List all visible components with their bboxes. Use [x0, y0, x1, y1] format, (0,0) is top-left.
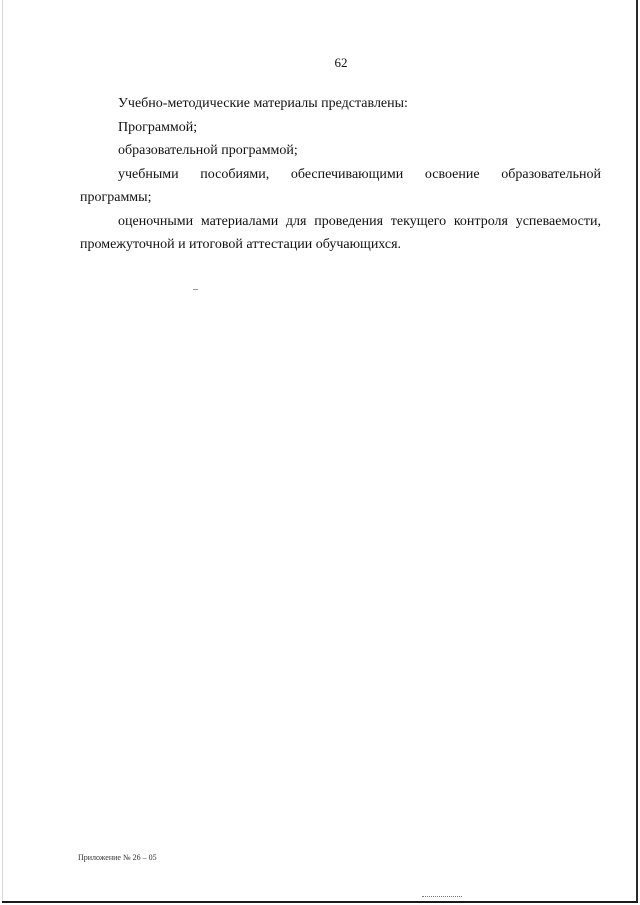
scan-edge-right — [636, 0, 638, 903]
paragraph-textbooks-line1: учебными пособиями, обеспечивающими освоение образовательной — [118, 166, 601, 182]
paragraph-textbooks-line2: программы; — [80, 190, 152, 205]
scan-speck — [193, 289, 198, 290]
body-text — [80, 92, 601, 257]
scan-bottom-marks — [422, 896, 462, 901]
paragraph-program: Программой; — [118, 119, 198, 135]
paragraph-assessment: оценочными материалами для проведения текущего контроля успеваемости, промежуточной и итоговой аттестации обучающихся. — [80, 213, 601, 252]
page-number: 62 — [334, 55, 348, 70]
scan-edge-bottom — [2, 901, 638, 903]
paragraph-educational-program: образовательной программой; — [118, 143, 298, 158]
scan-edge-left — [2, 0, 3, 903]
paragraph-intro: Учебно-методические материалы представлены: — [118, 96, 408, 111]
footer-note: Приложение № 26 – 05 — [78, 853, 157, 862]
